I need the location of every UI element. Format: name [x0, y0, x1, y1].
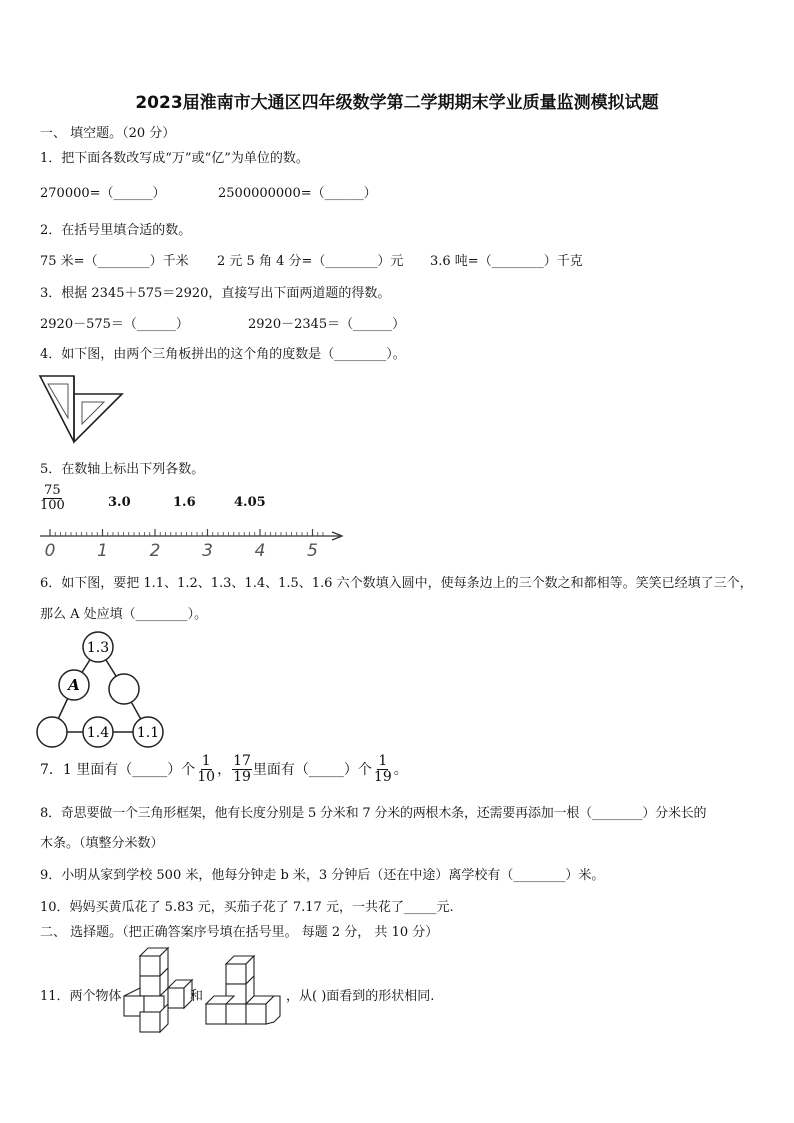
- question-6-stem-line-2: 那么 A 处应填（________）。: [40, 607, 208, 622]
- fraction-2-numerator: 17: [233, 753, 251, 769]
- question-5-fraction: [38, 484, 67, 512]
- page-title: 2023届淮南市大通区四年级数学第二学期期末学业质量监测模拟试题: [135, 93, 659, 113]
- question-5-number-3: 4.05: [234, 495, 266, 510]
- question-8-line-2: 木条。（填整分米数）: [40, 836, 164, 851]
- question-8-line-1: 8．奇思要做一个三角形框架，他有长度分别是 5 分米和 7 分米的两根木条，还需要再添加一根（________）分米长的: [40, 806, 707, 821]
- fraction-1-denominator: 10: [197, 768, 216, 785]
- cube-figure-1: [122, 944, 194, 1036]
- question-7-part-2: 里面有（_____）个: [252, 762, 372, 779]
- fraction-2-denominator: 19: [233, 768, 251, 785]
- question-2-part-a: 75 米=（________）千米: [40, 254, 189, 269]
- fraction-numerator: 75: [44, 483, 61, 498]
- number-line-label: 5: [307, 541, 318, 561]
- circle-bottom-mid-value: 1.4: [86, 725, 110, 741]
- number-line-label: 4: [254, 541, 266, 561]
- number-line-label: 2: [149, 541, 161, 561]
- question-7: [40, 754, 408, 784]
- question-5-number-2: 1.6: [173, 495, 196, 510]
- number-triangle-diagram: [36, 632, 166, 752]
- question-3-stem: 3．根据 2345＋575＝2920，直接写出下面两道题的得数。: [40, 286, 391, 301]
- fraction-3-denominator: 19: [373, 768, 392, 785]
- question-1-part-b: 2500000000=（______）: [218, 186, 377, 201]
- circle-bottom-right-value: 1.1: [136, 725, 160, 741]
- question-5-stem: 5．在数轴上标出下列各数。: [40, 462, 205, 477]
- number-line-label: 3: [202, 541, 213, 561]
- fraction-denominator: 100: [40, 497, 65, 513]
- question-9-stem: 9．小明从家到学校 500 米，他每分钟走 b 米，3 分钟后（还在中途）离学校有（________）米。: [40, 868, 605, 883]
- question-4-stem: 4．如下图，由两个三角板拼出的这个角的度数是（________）。: [40, 347, 406, 362]
- question-10-stem: 10．妈妈买黄瓜花了 5.83 元，买茄子花了 7.17 元，一共花了_____元.: [40, 900, 454, 915]
- question-1-stem: 1．把下面各数改写成“万”或“亿”为单位的数。: [40, 151, 309, 166]
- circle-a-label: A: [68, 676, 80, 694]
- triangle-rulers-figure: [38, 372, 128, 444]
- cube-figure-2: [204, 956, 288, 1028]
- question-11-and: 和: [190, 989, 204, 1004]
- section-heading-fill-blank: 一、 填空题。（20 分）: [40, 126, 176, 141]
- fraction-3-numerator: 1: [378, 753, 388, 769]
- question-7-end: 。: [393, 762, 408, 779]
- question-11-prefix: 11．两个物体: [40, 989, 122, 1004]
- question-5-number-1: 3.0: [108, 495, 131, 510]
- fraction-1-numerator: 1: [201, 753, 211, 769]
- circle-top-value: 1.3: [86, 640, 110, 656]
- number-line: [40, 524, 350, 560]
- number-line-label: 0: [44, 541, 56, 561]
- question-2-part-b: 2 元 5 角 4 分=（________）元: [217, 254, 404, 269]
- question-1-part-a: 270000=（______）: [40, 186, 166, 201]
- question-7-comma: ，: [217, 762, 232, 779]
- question-7-part-1: 7．1 里面有（_____）个: [40, 762, 196, 779]
- question-2-stem: 2．在括号里填合适的数。: [40, 223, 192, 238]
- question-11-suffix: ，从( )面看到的形状相同.: [286, 989, 435, 1004]
- question-6-stem-line-1: 6．如下图，要把 1.1、1.2、1.3、1.4、1.5、1.6 六个数填入圆中，使每条边上的三个数之和都相等。笑笑已经填了三个，: [40, 576, 753, 591]
- question-2-part-c: 3.6 吨=（________）千克: [430, 254, 583, 269]
- number-line-label: 1: [97, 541, 108, 561]
- section-heading-multiple-choice: 二、 选择题。（把正确答案序号填在括号里。 每题 2 分， 共 10 分）: [40, 925, 439, 940]
- question-3-part-a: 2920－575＝（______）: [40, 317, 189, 332]
- question-3-part-b: 2920－2345＝（______）: [248, 317, 406, 332]
